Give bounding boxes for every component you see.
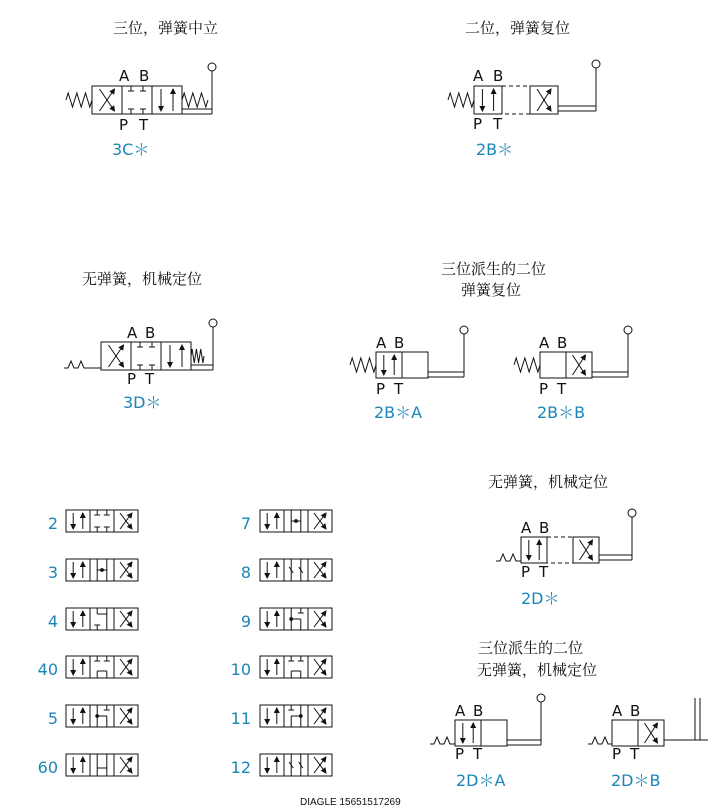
title-2d: 无弹簧，机械定位 bbox=[488, 473, 609, 491]
port-t-2da: T bbox=[473, 745, 483, 763]
port-a-2da: A bbox=[455, 702, 466, 720]
spool-8-box-center bbox=[284, 559, 308, 581]
spool-code-40: 40 bbox=[37, 660, 58, 679]
title-2d-derived-line1: 三位派生的二位 bbox=[478, 639, 584, 657]
port-t-2bb: T bbox=[557, 380, 567, 398]
port-p-3c: P bbox=[119, 116, 129, 134]
valve-2da-box-right bbox=[481, 720, 507, 746]
code-2d: 2D＊ bbox=[521, 589, 560, 608]
code-2da: 2D＊A bbox=[456, 771, 506, 790]
port-p-2da: P bbox=[455, 745, 465, 763]
spool-2-box-left bbox=[66, 510, 90, 532]
valve-3c-box-right bbox=[152, 86, 182, 114]
valve-3d-box-right bbox=[161, 342, 191, 370]
spool-12-box-center bbox=[284, 754, 308, 776]
port-a-2bb: A bbox=[539, 334, 550, 352]
spool-11-box-center-dot bbox=[299, 715, 302, 718]
port-p-2bb: P bbox=[539, 380, 549, 398]
port-a-2ba: A bbox=[376, 334, 387, 352]
port-b-2da: B bbox=[473, 702, 484, 720]
port-p-2b: P bbox=[473, 115, 483, 133]
footer-credit: DIAGLE 15651517269 bbox=[300, 797, 401, 808]
port-a-2db: A bbox=[612, 702, 623, 720]
spool-4-box-center bbox=[90, 608, 114, 630]
port-t-3d: T bbox=[145, 370, 155, 388]
code-3c: 3C＊ bbox=[112, 140, 150, 159]
title-2d-derived-line2: 无弹簧，机械定位 bbox=[477, 661, 598, 679]
title-2b-derived-line2: 弹簧复位 bbox=[461, 281, 522, 299]
spool-60-box-center bbox=[90, 754, 114, 776]
valve-2bb-box-left bbox=[540, 352, 566, 378]
spool-code-60: 60 bbox=[37, 758, 58, 777]
port-t-2b: T bbox=[493, 115, 503, 133]
spool-4-box-left bbox=[66, 608, 90, 630]
spool-3-box-left bbox=[66, 559, 90, 581]
code-3d: 3D＊ bbox=[123, 393, 162, 412]
valve-2ba-spring bbox=[350, 358, 376, 372]
spool-5-box-center-dot bbox=[96, 715, 99, 718]
valve-3c-lever-knob bbox=[208, 63, 216, 71]
port-b-2b: B bbox=[493, 67, 504, 85]
port-b-2d: B bbox=[539, 519, 550, 537]
port-b-2ba: B bbox=[394, 334, 405, 352]
spool-code-8: 8 bbox=[240, 563, 251, 582]
spool-11-box-left bbox=[260, 705, 284, 727]
valve-3d-detent bbox=[64, 361, 101, 368]
spool-code-11: 11 bbox=[230, 709, 251, 728]
valve-2da-lever-knob bbox=[537, 694, 545, 702]
spool-7-box-left bbox=[260, 510, 284, 532]
spool-5-box-left bbox=[66, 705, 90, 727]
spool-code-5: 5 bbox=[47, 709, 58, 728]
spool-code-3: 3 bbox=[47, 563, 58, 582]
valve-2d-box-center bbox=[547, 537, 573, 563]
port-b-3d: B bbox=[145, 324, 156, 342]
spool-code-10: 10 bbox=[230, 660, 251, 679]
valve-2d-lever-knob bbox=[628, 509, 636, 517]
spool-9-box-center-dot bbox=[290, 618, 293, 621]
spool-7-box-center-dot bbox=[295, 520, 298, 523]
spool-40-box-left bbox=[66, 656, 90, 678]
port-p-2ba: P bbox=[376, 380, 386, 398]
valve-3c-spring-right bbox=[182, 93, 208, 107]
port-t-2ba: T bbox=[394, 380, 404, 398]
spool-10-box-center bbox=[284, 656, 308, 678]
title-3c: 三位，弹簧中立 bbox=[113, 19, 219, 37]
spool-60-box-left bbox=[66, 754, 90, 776]
valve-2ba-box-right bbox=[402, 352, 428, 378]
valve-3c-box-center bbox=[122, 86, 152, 114]
port-p-2db: P bbox=[612, 745, 622, 763]
code-2bb: 2B＊B bbox=[537, 403, 586, 422]
spool-code-7: 7 bbox=[240, 514, 251, 533]
port-p-3d: P bbox=[127, 370, 137, 388]
port-b-2bb: B bbox=[557, 334, 568, 352]
port-a-3c: A bbox=[119, 67, 130, 85]
spool-3-box-center-dot bbox=[101, 569, 104, 572]
spool-12-box-left bbox=[260, 754, 284, 776]
code-2ba: 2B＊A bbox=[374, 403, 423, 422]
valve-2db-detent bbox=[588, 737, 612, 744]
valve-2b-spring bbox=[448, 93, 474, 107]
title-3d: 无弹簧，机械定位 bbox=[82, 270, 203, 288]
port-a-2d: A bbox=[521, 519, 532, 537]
title-2b: 二位，弹簧复位 bbox=[465, 19, 571, 37]
port-t-3c: T bbox=[139, 116, 149, 134]
valve-2da-box-left bbox=[455, 720, 481, 746]
spool-2-box-center bbox=[90, 510, 114, 532]
spool-code-9: 9 bbox=[240, 612, 251, 631]
port-b-3c: B bbox=[139, 67, 150, 85]
spool-8-box-left bbox=[260, 559, 284, 581]
spool-10-box-left bbox=[260, 656, 284, 678]
spool-code-12: 12 bbox=[230, 758, 251, 777]
port-b-2db: B bbox=[630, 702, 641, 720]
port-a-2b: A bbox=[473, 67, 484, 85]
code-2b: 2B＊ bbox=[476, 140, 514, 159]
port-t-2d: T bbox=[539, 563, 549, 581]
valve-2b-lever-knob bbox=[592, 60, 600, 68]
port-t-2db: T bbox=[630, 745, 640, 763]
valve-2bb-lever-knob bbox=[624, 326, 632, 334]
code-2db: 2D＊B bbox=[611, 771, 661, 790]
valve-3c-spring-left bbox=[66, 93, 92, 107]
valve-2da-detent bbox=[430, 737, 455, 744]
valve-2ba-box-left bbox=[376, 352, 402, 378]
spool-9-box-left bbox=[260, 608, 284, 630]
valve-2bb-spring bbox=[514, 358, 540, 372]
spool-code-4: 4 bbox=[47, 612, 58, 631]
port-p-2d: P bbox=[521, 563, 531, 581]
title-2b-derived-line1: 三位派生的二位 bbox=[441, 260, 547, 278]
spool-40-box-center bbox=[90, 656, 114, 678]
valve-3d-box-center bbox=[131, 342, 161, 370]
port-a-3d: A bbox=[127, 324, 138, 342]
valve-2d-detent bbox=[496, 554, 521, 561]
valve-2db-box-left bbox=[612, 720, 638, 746]
valve-2d-box-left bbox=[521, 537, 547, 563]
spool-code-2: 2 bbox=[47, 514, 58, 533]
valve-2b-box-center bbox=[502, 86, 530, 114]
valve-3d-spring-right bbox=[191, 349, 204, 363]
valve-2ba-lever-knob bbox=[460, 326, 468, 334]
valve-3d-lever-knob bbox=[209, 319, 217, 327]
valve-2b-box-left bbox=[474, 86, 502, 114]
